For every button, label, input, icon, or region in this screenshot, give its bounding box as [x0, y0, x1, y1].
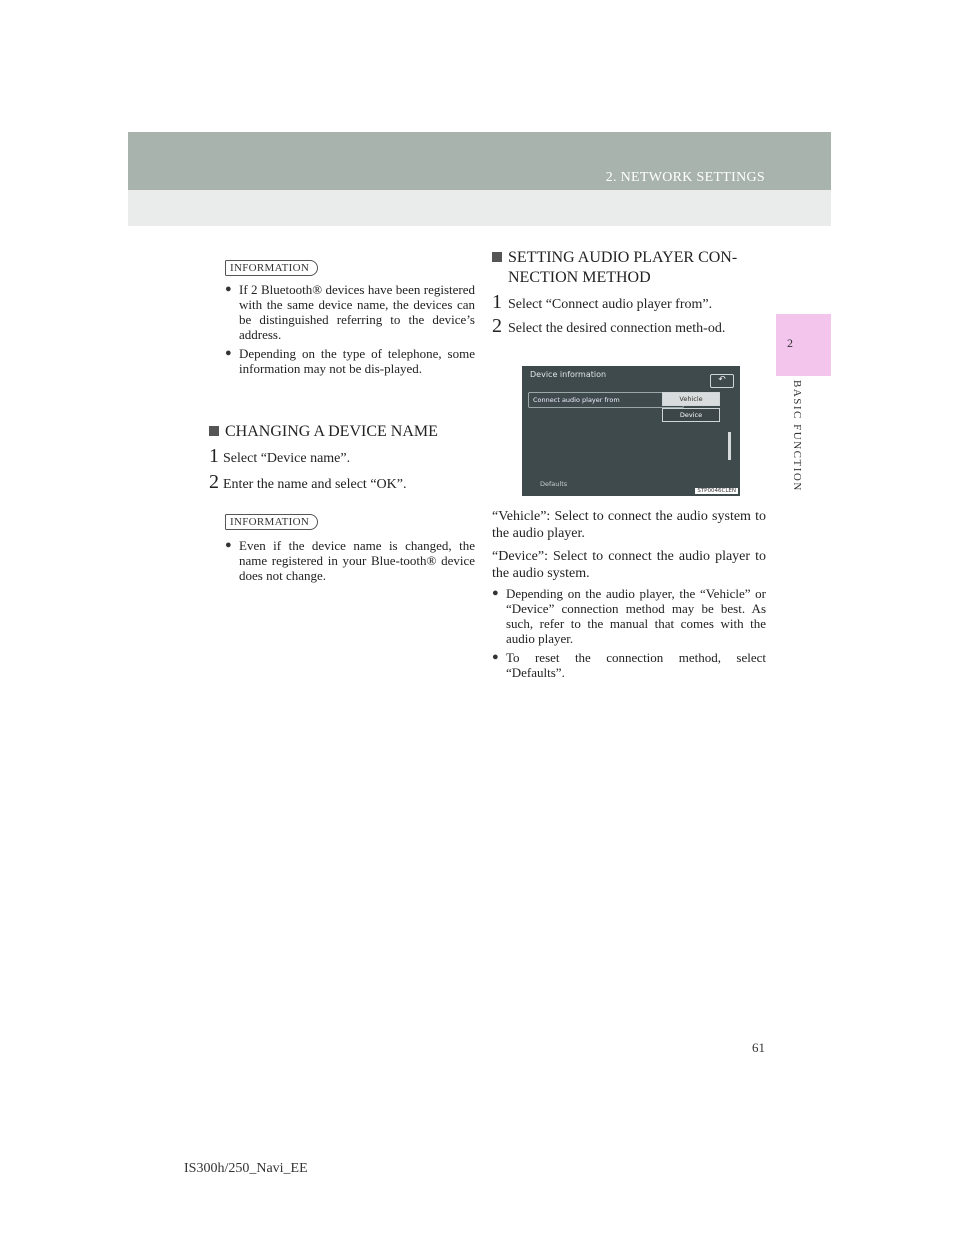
defaults-button[interactable]: Defaults: [540, 480, 568, 488]
note-bullet: ● To reset the connection method, select “Defaults”.: [492, 650, 766, 680]
chapter-tab: [776, 314, 831, 376]
section-changing-name: [209, 422, 475, 494]
step-number: 1: [492, 291, 502, 313]
info-bullet: ● Depending on the type of telephone, some information may not be dis-played.: [225, 346, 475, 376]
device-description: “Device”: Select to connect the audio player to the audio system.: [492, 549, 766, 581]
step-text: Select “Device name”.: [223, 451, 351, 466]
info-bullet: ● If 2 Bluetooth® devices have been registered with the same device name, the devices can be distinguished referring to the device’s address.: [225, 282, 475, 342]
step-2: [492, 315, 770, 338]
step-number: 2: [209, 471, 219, 493]
step-text: Select the desired connection meth-od.: [508, 321, 726, 336]
information-tag: INFORMATION: [225, 514, 318, 530]
left-column: [225, 258, 475, 376]
image-code: STP0046CLEN: [697, 488, 736, 494]
step-text: Enter the name and select “OK”.: [223, 477, 407, 492]
right-description: [492, 508, 766, 680]
step-1: [492, 291, 770, 314]
information-tag: INFORMATION: [225, 260, 318, 276]
section-heading: SETTING AUDIO PLAYER CON-NECTION METHOD: [492, 248, 770, 288]
note-bullet: ● Depending on the audio player, the “Vehicle” or “Device” connection method may be best. As such, refer to the manual that comes with the audio player.: [492, 586, 766, 646]
step-1: [209, 445, 475, 468]
device-information-screenshot: [522, 366, 740, 496]
info-box-2: [225, 512, 475, 583]
scrollbar[interactable]: [728, 432, 731, 460]
step-2: [209, 471, 475, 494]
section-audio-player: [492, 248, 770, 338]
vehicle-option[interactable]: Vehicle: [662, 392, 720, 406]
info-bullet: ● Even if the device name is changed, the name registered in your Blue-tooth® device does not change.: [225, 538, 475, 583]
section-title: 2. NETWORK SETTINGS: [605, 170, 765, 185]
step-number: 1: [209, 445, 219, 467]
vehicle-description: “Vehicle”: Select to connect the audio system to the audio player.: [492, 509, 766, 541]
page-number: 61: [752, 1040, 765, 1055]
step-text: Select “Connect audio player from”.: [508, 297, 713, 312]
chapter-number: 2: [787, 336, 793, 350]
chapter-label: BASIC FUNCTION: [791, 380, 803, 492]
back-arrow-icon[interactable]: ↶: [710, 374, 734, 388]
screen-title: Device information: [530, 370, 607, 379]
header-subband: [128, 190, 831, 226]
section-heading: CHANGING A DEVICE NAME: [209, 422, 475, 442]
footer-model-code: IS300h/250_Navi_EE: [184, 1161, 308, 1176]
step-number: 2: [492, 315, 502, 337]
connect-audio-player-row[interactable]: Connect audio player from: [528, 392, 684, 408]
device-option[interactable]: Device: [662, 408, 720, 422]
